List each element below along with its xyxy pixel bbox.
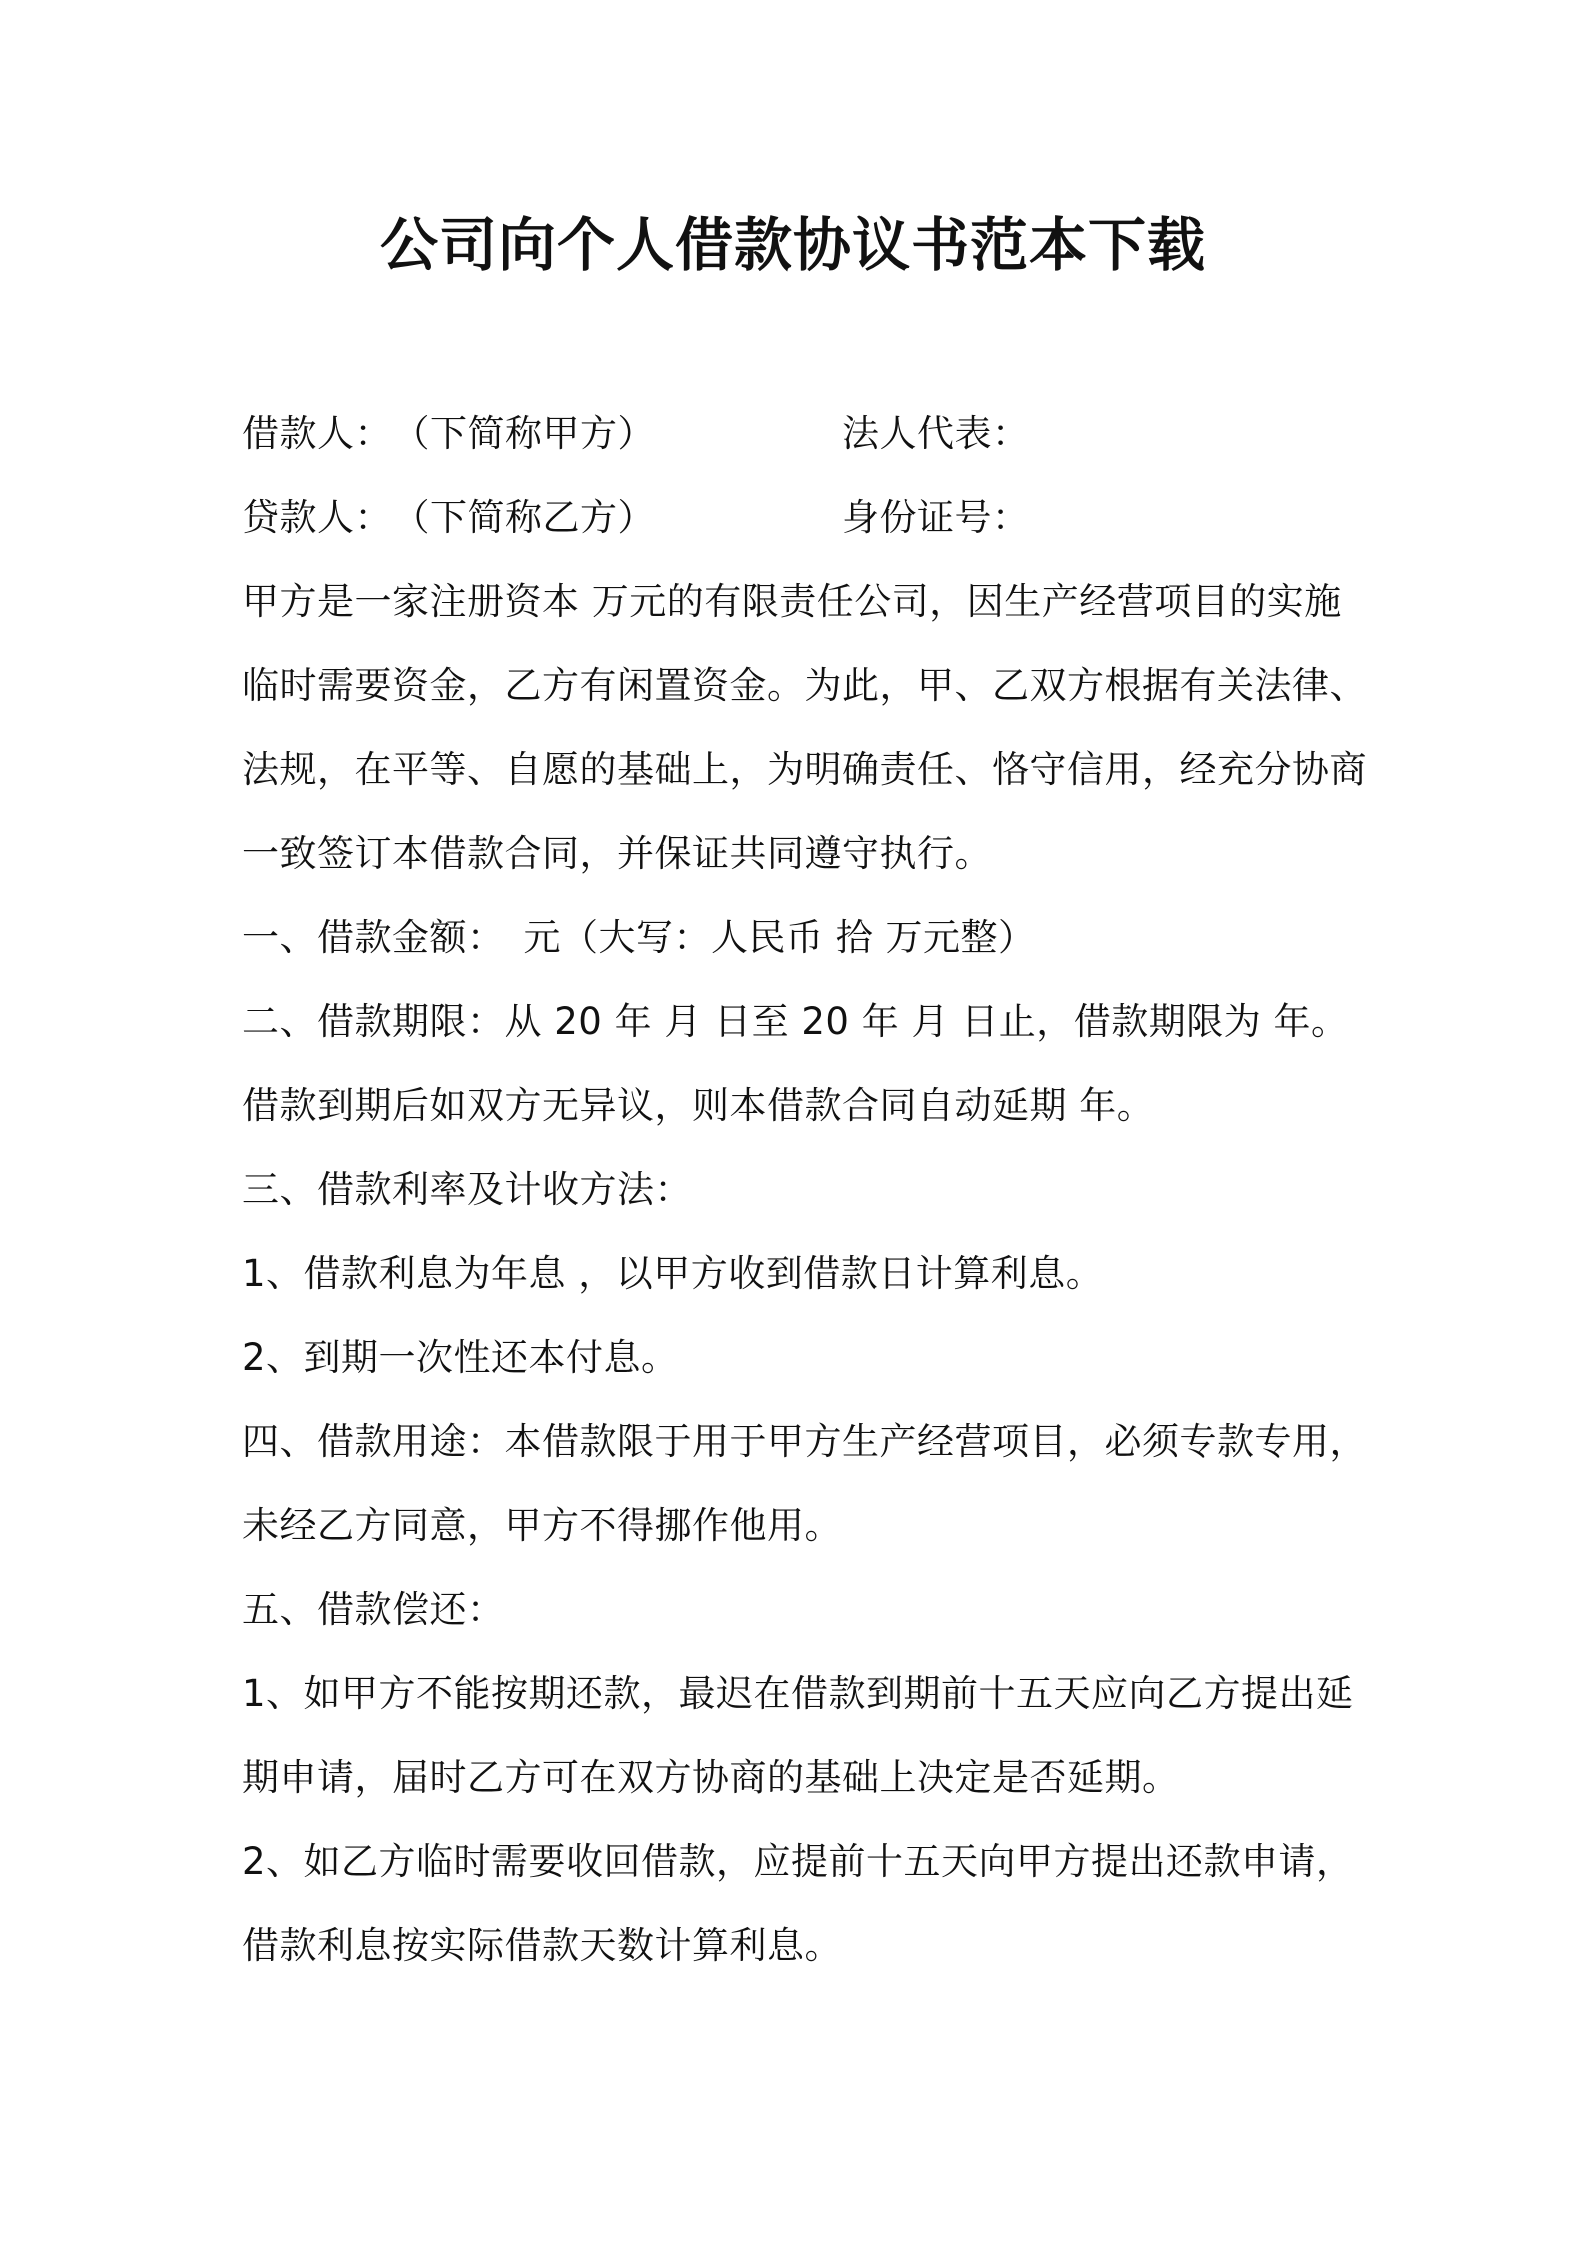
list-item: 1、借款利息为年息 ，以甲方收到借款日计算利息。 xyxy=(242,1252,1104,1295)
section-loan-amount: 一、借款金额： 元（大写：人民币 拾 万元整） xyxy=(242,916,1036,959)
legal-representative-label: 法人代表： xyxy=(842,412,1030,455)
page-title: 公司向个人借款协议书范本下载 xyxy=(379,211,1206,279)
body-line: 甲方是一家注册资本 万元的有限责任公司，因生产经营项目的实施 xyxy=(242,580,1342,623)
section-repayment: 五、借款偿还： xyxy=(242,1588,505,1631)
body-line: 借款利息按实际借款天数计算利息。 xyxy=(242,1924,842,1967)
body-line: 期申请，届时乙方可在双方协商的基础上决定是否延期。 xyxy=(242,1756,1180,1799)
body-line: 临时需要资金，乙方有闲置资金。为此，甲、乙双方根据有关法律、 xyxy=(242,664,1367,707)
borrower-line: 借款人： （下简称甲方） xyxy=(242,412,655,455)
list-item: 2、到期一次性还本付息。 xyxy=(242,1336,679,1379)
body-line: 未经乙方同意，甲方不得挪作他用。 xyxy=(242,1504,842,1547)
list-item: 1、如甲方不能按期还款，最迟在借款到期前十五天应向乙方提出延 xyxy=(242,1672,1354,1715)
list-item: 2、如乙方临时需要收回借款，应提前十五天向甲方提出还款申请， xyxy=(242,1840,1354,1883)
lender-line: 贷款人： （下简称乙方） xyxy=(242,496,655,539)
body-line: 借款到期后如双方无异议，则本借款合同自动延期 年。 xyxy=(242,1084,1155,1127)
section-loan-use: 四、借款用途：本借款限于用于甲方生产经营项目，必须专款专用， xyxy=(242,1420,1367,1463)
section-interest: 三、借款利率及计收方法： xyxy=(242,1168,692,1211)
id-number-label: 身份证号： xyxy=(842,496,1030,539)
body-line: 法规，在平等、自愿的基础上，为明确责任、恪守信用，经充分协商 xyxy=(242,748,1367,791)
section-loan-term: 二、借款期限：从 20 年 月 日至 20 年 月 日止，借款期限为 年。 xyxy=(242,1000,1349,1043)
body-line: 一致签订本借款合同，并保证共同遵守执行。 xyxy=(242,832,992,875)
